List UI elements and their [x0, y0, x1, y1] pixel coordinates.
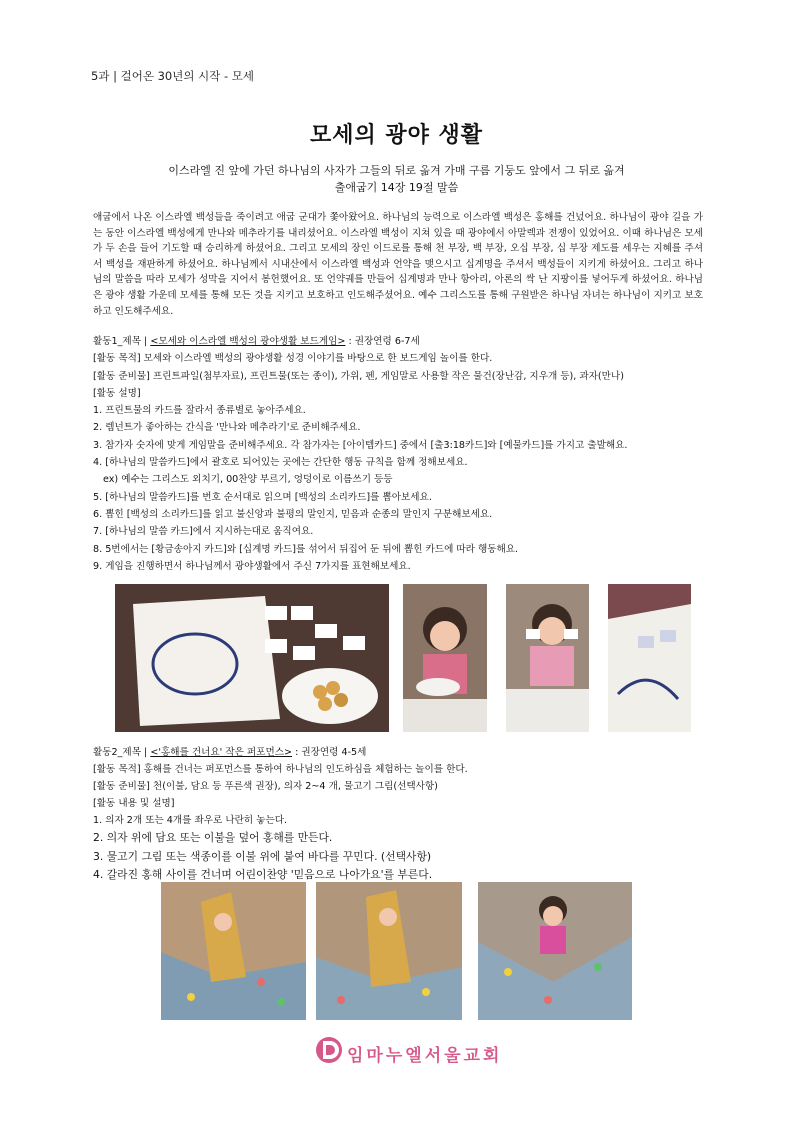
- child-eating-photo: [403, 584, 487, 732]
- list-item: 2. 의자 위에 담요 또는 이불을 덮어 홍해를 만든다.: [93, 831, 333, 844]
- list-item: 8. 5번에서는 [황금송아지 카드]와 [십계명 카드]를 섞어서 뒤집어 둔 뒤에 뽑힌 카드에 따라 행동해요.: [93, 543, 519, 555]
- list-item: 4. [하나님의 말씀카드]에서 괄호로 되어있는 곳에는 간단한 행동 규칙을 함께 정해보세요.: [93, 457, 468, 469]
- board-game-photo: [115, 584, 389, 732]
- activity-2-desc-heading: [활동 내용 및 설명]: [93, 798, 175, 809]
- activity-1-desc-heading: [활동 설명]: [93, 387, 141, 399]
- activity-1: [93, 333, 713, 575]
- list-item: 9. 게임을 진행하면서 하나님께서 광야생활에서 주신 7가지를 표현해보세요.: [93, 560, 411, 572]
- activity-1-purpose: [활동 목적] 모세와 이스라엘 백성의 광야생활 성경 이야기를 바탕으로 한 보드게임 놀이를 한다.: [93, 353, 493, 365]
- board-closeup-photo: [608, 584, 691, 732]
- intro-paragraph: 애굽에서 나온 이스라엘 백성들을 죽이려고 애굽 군대가 쫓아왔어요. 하나님의 능력으로 이스라엘 백성은 홍해를 건넜어요. 하나님이 광야 길을 가는 동안 이스라엘 백성에게 만나와 메추라기를 내리셨어요. 이스라엘 백성이 지쳐 있을 때 광야에서 아말렉과 전쟁이 있었어요. 이때 하나님은 모세가 두 손을 들어 기도할 때 승리하게 하셨어요. 그리고 모세의 장인 이드로를 통해 천 부장, 백 부장, 오십 부장, 십 부장 제도를 세우는 지혜를 주셔서 백성을 재판하게 하셨어요. 하나님께서 시내산에서 이스라엘 백성과 언약을 맺으시고 십계명을 주셔서 백성들이 지키게 하셨어요. 그리고 하나님의 말씀을 따라 모세가 성막을 지어서 봉헌했어요. 또 언약궤를 만들어 십계명과 만나 항아리, 아론의 싹 난 지팡이를 넣어두게 하셨어요. 하나님은 광야 생활 가운데 모세를 통해 모든 것을 지키고 보호하고 인도해주셨어요. 예수 그리스도를 통해 구원받은 하나님 자녀는 하나님이 지키고 보호하고 인도해주세요.: [93, 212, 703, 317]
- list-item: 1. 프린트물의 카드를 잘라서 종류별로 놓아주세요.: [93, 405, 306, 417]
- bible-verse: [0, 162, 793, 196]
- child-cards-photo: [506, 584, 589, 732]
- list-item: 5. [하나님의 말씀카드]를 번호 순서대로 읽으며 [백성의 소리카드]를 뽑아보세요.: [93, 491, 432, 503]
- red-sea-image-3: [478, 882, 632, 1020]
- list-item: 4. 갈라진 홍해 사이를 건너며 어린이찬양 '믿음으로 나아가요'를 부른다.: [93, 868, 433, 881]
- board-game-image: [115, 584, 389, 732]
- child-cards-image: [506, 584, 589, 732]
- page-header: 5과 | 걸어온 30년의 시작 - 모세: [91, 69, 254, 83]
- list-item: 7. [하나님의 말씀 카드]에서 지시하는대로 움직여요.: [93, 526, 314, 538]
- verse-text: 이스라엘 진 앞에 가던 하나님의 사자가 그들의 뒤로 옮겨 가매 구름 기둥도 앞에서 그 뒤로 옮겨: [168, 164, 625, 177]
- activity-1-materials: [활동 준비물] 프린트파일(첨부자료), 프린트물(또는 종이), 가위, 펜, 게임말로 사용할 작은 물건(장난감, 지우개 등), 과자(만나): [93, 370, 624, 382]
- activity-1-title: 활동1_제목 | <모세와 이스라엘 백성의 광야생활 보드게임> : 권장연령 6-7세: [93, 336, 420, 347]
- red-sea-photo-2: [316, 882, 462, 1020]
- list-item: ex) 예수는 그리스도 외치기, 00찬양 부르기, 엉덩이로 이름쓰기 등등: [103, 474, 393, 486]
- board-closeup-image: [608, 584, 691, 732]
- red-sea-image-1: [161, 882, 306, 1020]
- activity-2-title: 활동2_제목 | <'홍해를 건너요' 작은 퍼포먼스> : 권장연령 4-5세: [93, 747, 367, 758]
- list-item: 1. 의자 2개 또는 4개를 좌우로 나란히 놓는다.: [93, 815, 288, 826]
- church-name: 임마누엘서울교회: [347, 1046, 503, 1066]
- page-title: 모세의 광야 생활: [309, 123, 484, 148]
- red-sea-photo-3: [478, 882, 632, 1020]
- red-sea-image-2: [316, 882, 462, 1020]
- list-item: 2. 렘넌트가 좋아하는 간식을 '만나와 메추라기'로 준비해주세요.: [93, 422, 361, 434]
- verse-reference: 출애굽기 14장 19절 말씀: [334, 181, 459, 194]
- activity-2-purpose: [활동 목적] 홍해를 건너는 퍼포먼스를 통하여 하나님의 인도하심을 체험하는 놀이를 한다.: [93, 764, 468, 775]
- activity-2: [93, 744, 713, 885]
- list-item: 6. 뽑힌 [백성의 소리카드]를 읽고 불신앙과 불평의 말인지, 믿음과 순종의 말인지 구분해보세요.: [93, 508, 493, 520]
- activity-2-materials: [활동 준비물] 천(이불, 담요 등 푸른색 권장), 의자 2~4 개, 물고기 그림(선택사항): [93, 781, 438, 792]
- red-sea-photo-1: [161, 882, 306, 1020]
- child-eating-image: [403, 584, 487, 732]
- list-item: 3. 참가자 숫자에 맞게 게임말을 준비해주세요. 각 참가자는 [아이템카드] 중에서 [출3:18카드]와 [예물카드]를 가지고 출발해요.: [93, 439, 628, 451]
- list-item: 3. 물고기 그림 또는 색종이를 이불 위에 붙여 바다를 꾸민다. (선택사항): [93, 849, 432, 863]
